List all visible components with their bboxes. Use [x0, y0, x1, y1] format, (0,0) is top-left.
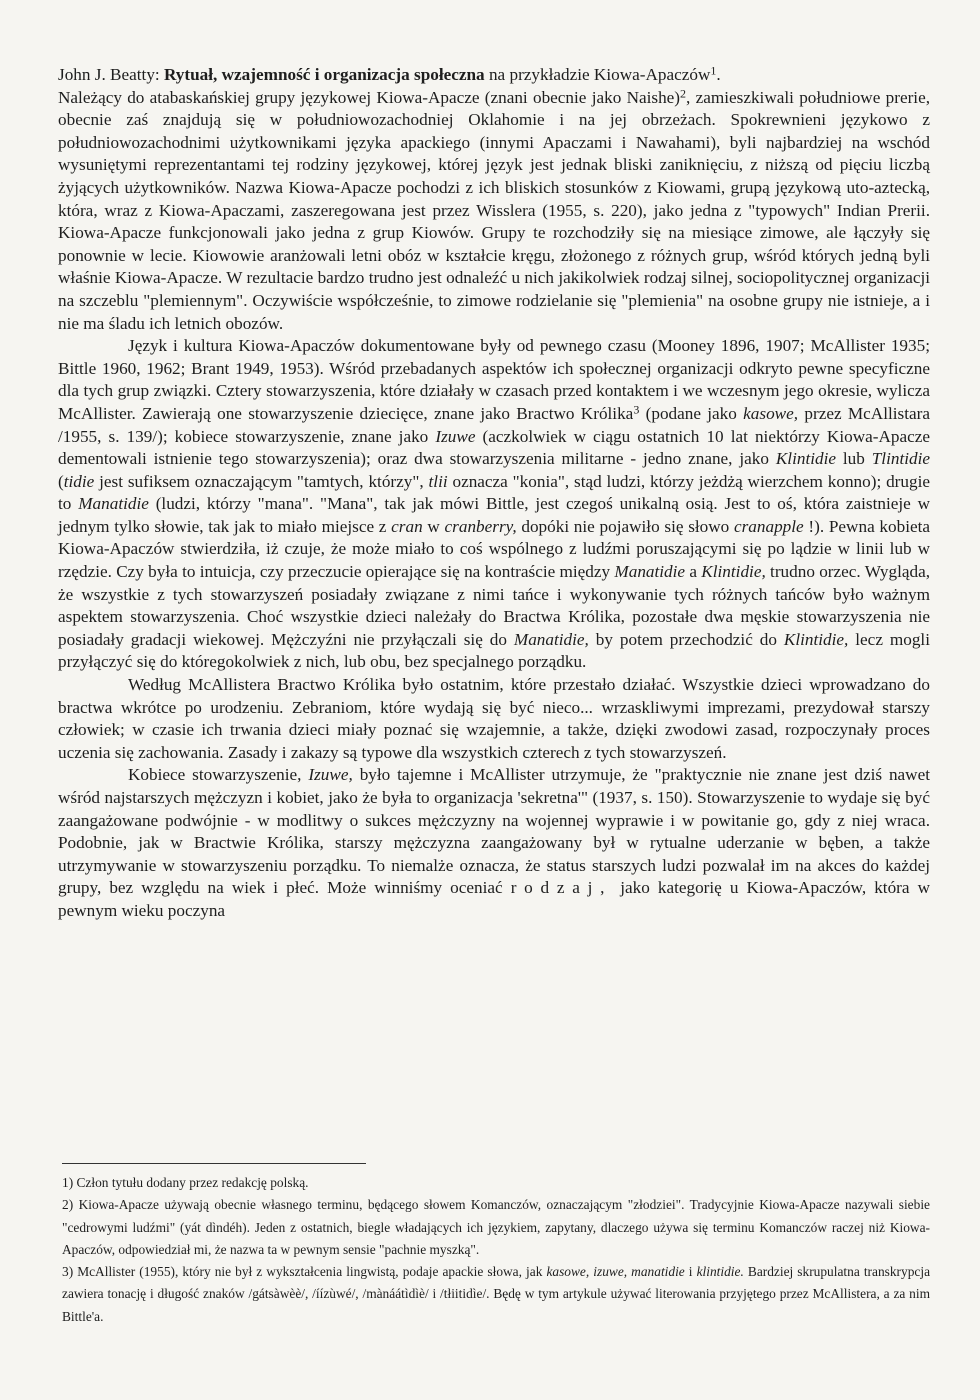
- footnotes-divider: [62, 1163, 366, 1164]
- p2-text-c: przez McAllistara /1955, s. 139/); kobiece stowarzyszenie, znane jako: [58, 403, 930, 446]
- p2-text-a: Język i kultura Kiowa-Apaczów dokumentowane były od pewnego czasu (Mooney 1896, 1907; McAllister 1935; Bittle 1960, 1962; Brant 1949, 1953). Wśród przebadanych aspektów ich społecznej organizacji odkryto pewne specyficzne dla tych grup związki. Cztery stowarzyszenia, które działały w czasach przed kontaktem i we wczesnym jego okresie, wylicza McAllister. Zawierają one stowarzyszenie dziecięce, znane jako Bractwo Królika: [58, 336, 930, 423]
- term-rodzaj: rodzaj,: [510, 878, 613, 898]
- article-body: [58, 64, 930, 923]
- footnote-1: 1) Człon tytułu dodany przez redakcję polską.: [62, 1175, 309, 1190]
- footnotes: [62, 1172, 930, 1328]
- p4-text-c: jako kategorię u Kiowa-Apaczów, która w pewnym wieku poczyna: [58, 878, 930, 920]
- fn3-text-a: 3) McAllister (1955), który nie był z wykształcenia lingwistą, podaje apackie słowa, jak: [62, 1264, 547, 1280]
- paragraph-4: [58, 764, 930, 922]
- article-heading: [58, 64, 930, 87]
- p2-text-b: (podane jako: [639, 403, 744, 423]
- article-title: Rytuał, wzajemność i organizacja społeczna: [164, 65, 485, 84]
- p2-text-h: oznacza "konia", stąd ludzi, którzy jeżdżą wierzchem konno); drugie to: [58, 471, 930, 514]
- footnote-ref-3: 3: [633, 402, 640, 417]
- term-manatidie: Manatidie: [78, 494, 149, 514]
- fn3-term-klintidie: klintidie.: [696, 1264, 744, 1280]
- p2-text-f: (: [58, 471, 64, 491]
- author: John J. Beatty:: [58, 65, 160, 84]
- p2-text-o: by potem przechodzić do: [588, 629, 784, 649]
- term-tlii: tlii: [428, 471, 448, 491]
- term-klintidie: Klintidie,: [701, 562, 766, 582]
- term-manatidie: Manatidie: [614, 562, 686, 582]
- footnote-3: [62, 1261, 930, 1328]
- article-subtitle: na przykładzie Kiowa-Apaczów: [488, 65, 711, 84]
- p2-text-i: (ludzi, którzy "mana". "Mana", tak jak mówi Bittle, jest czegoś unikalną osią. Jest to oś, która zaistnieje w jednym tylko słowie, tak jak to miało miejsce z: [58, 494, 931, 536]
- p1-text-b: , zamieszkiwali południowe prerie, obecnie zaś znajdują się w południowozachodniej Oklahomie i na jej obrzeżach. Spokrewnieni językowo z południowozachodnimi użytkownikami języka apackiego (innymi Apaczami i Nawahami), byli najbardziej na wschód wysuniętymi reprezentantami tej rodziny językowej, której język jest jednak bliski zaniknięciu, z niższą od pięciu liczbą żyjących użytkowników. Nazwa Kiowa-Apacze pochodzi z ich bliskich stosunków z Kiowami, grupą językową uto-aztecką, która, wraz z Kiowa-Apaczami, zaszeregowana jest przez Wisslera (1955, s. 220), jako jedna z "typowych" Indian Prerii. Kiowa-Apacze funkcjonowali jako jedna z grup Kiowów. Grupy te rozchodziły się na miesiące zimowe, ale łączyły się ponownie w lecie. Kiowowie aranżowali letni obóz w kształcie kręgu, złożonego z różnych grup, wśród których jedną byli właśnie Kiowa-Apacze. W rezultacie bardzo trudno jest odnaleźć u nich jakikolwiek rodzaj silnej, sociopolitycznej organizacji na szczeblu "plemiennym". Oczywiście współcześnie, to zimowe rodzielanie się "plemienia" na osobne grupy nie istnieje, a i nie ma śladu ich letnich obozów.: [58, 87, 930, 333]
- term-cran: cran: [391, 516, 423, 536]
- term-kasowe: kasowe,: [743, 403, 799, 423]
- p4-text-b: było tajemne i McAllister utrzymuje, że "praktycznie nie znane jest dziś nawet wśród najstarszych mężczyzn i kobiet, jako że była to organizacja 'sekretna'" (1937, s. 150). Stowarzyszenie to wydaje się być zaangażowane podwójnie - w modlitwy o sukces mężczyzny na wojennej wyprawie i w powitanie go, gdy z niej wraca. Podobnie, jak w Bractwie Królika, starszy mężczyzna zaangażowany był w rytualne uderzanie w bęben, a także utrzymywanie w stowarzyszeniu porządku. To niemalże oznacza, że status starszych ludzi pozwalał im na akces do każdej grupy, bez względu na wiek i płeć. Może winniśmy oceniać: [58, 765, 930, 898]
- p2-text-k: dopóki nie pojawiło się słowo: [516, 516, 734, 536]
- footnote-ref-1: 1: [710, 63, 717, 78]
- p1-text-a: Należący do atabaskańskiej grupy językowej Kiowa-Apacze (znani obecnie jako Naishe): [58, 87, 681, 107]
- fn3-terms: kasowe, izuwe, manatidie: [546, 1264, 685, 1280]
- p2-text-n: trudno orzec. Wygląda, że wszystkie z tych stowarzyszeń posiadały związane z nimi tańce i wykonywanie tych różnych tańców było ważnym aspektem stowarzyszenia. Choć wszystkie dzieci należały do Bractwa Królika, pozostałe dwa męskie stowarzyszenia nie posiadały gradacji wiekowej. Mężczyźni nie przyłączali się do: [58, 562, 931, 649]
- heading-end: .: [716, 65, 721, 84]
- p2-text-m: a: [685, 562, 702, 582]
- p2-text-l: !). Pewna kobieta Kiowa-Apaczów stwierdziła, iż czuje, że może miało to coś wspólnego z ludźmi poruszającymi się po lądzie w linii lub w rzędzie. Czy była to intuicja, czy przeczucie opierające się na kontraście między: [58, 516, 930, 582]
- term-cranberry: cranberry,: [444, 516, 517, 536]
- p2-text-p: lecz mogli przyłączyć się do któregokolwiek z nich, lub obu, bez specjalnego porządku.: [58, 629, 930, 672]
- paragraph-1: [58, 87, 930, 336]
- term-klintidie: Klintidie,: [783, 629, 849, 649]
- p4-text-a: Kobiece stowarzyszenie,: [128, 765, 309, 785]
- term-cranapple: cranapple: [733, 516, 804, 536]
- term-izuwe: Izuwe: [435, 426, 476, 446]
- term-manatidie: Manatidie,: [513, 629, 589, 649]
- term-klintidie: Klintidie: [775, 449, 836, 469]
- paragraph-3: Według McAllistera Bractwo Królika było ostatnim, które przestało działać. Wszystkie dzieci wprowadzano do bractwa wkrótce po urodzeniu. Zebraniom, które wydają się być nieco... wrzaskliwymi imprezami, prezydował starszy człowiek; w czasie ich trwania dzieci miały poznać się wzajemnie, a także, dzięki zwodowi zasad, rozpoczynały proces uczenia się zachowania. Zasady i zakazy są typowe dla wszystkich czterech z tych stowarzyszeń.: [58, 675, 930, 762]
- footnote-ref-2: 2: [680, 86, 687, 101]
- p2-text-g: jest sufiksem oznaczającym "tamtych, którzy",: [94, 471, 429, 491]
- term-izuwe: Izuwe,: [308, 765, 353, 785]
- p2-text-e: lub: [836, 449, 872, 469]
- term-tlintidie: Tlintidie: [871, 449, 931, 469]
- paragraph-2: [58, 335, 930, 674]
- fn3-text-c: Bardziej skrupulatna transkrypcja zawiera tonację i długość znaków /gátsàwèè/, /íízùwé/, /mànáátìdìè/ i /tłiitidìe/. Będę w tym artykule używać literowania przyjętego przez McAllistera, a za nim Bittle'a.: [62, 1264, 931, 1324]
- footnote-2: 2) Kiowa-Apacze używają obecnie własnego terminu, będącego słowem Komanczów, oznaczającym "złodziei". Tradycyjnie Kiowa-Apacze nazywali siebie "cedrowymi ludźmi" (yát dìndéh). Jeden z ostatnich, biegle władających ich językiem, zapytany, dlaczego używa się terminu Komanczów raczej niż Kiowa-Apaczów, odpowiedział mi, że nazwa ta w pewnym sensie "pachnie myszką".: [62, 1197, 930, 1257]
- term-tidie: tidie: [63, 471, 95, 491]
- p2-text-d: (aczkolwiek w ciągu ostatnich 10 lat niektórzy Kiowa-Apacze dementowali istnienie tego stowarzyszenia); oraz dwa stowarzyszenia militarne - jedno znane, jako: [58, 426, 930, 469]
- p2-text-j: w: [422, 516, 445, 536]
- fn3-text-b: i: [684, 1264, 697, 1280]
